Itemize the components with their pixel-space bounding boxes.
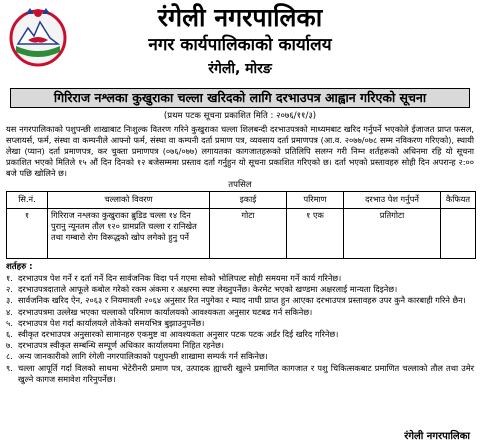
cell-desc: गिरिराज नश्लका कुखुराका ब्रुडिड चल्ला १४ दिन पुरानु न्यूनतम तौल १२० ग्रामप्रति चल्ला र रानिखेत तथा गम्बारो रोग विरूद्धको खोप लगेको हुनु पर्ने [48,209,210,259]
term-text: सार्वजनिक खरिद ऐन, २०६३ र नियमावली २०६४ अनुसार रित नपुगेका र म्याद नाघी प्राप्त हुन आएका दरभाउपत्र प्रस्तावहरु उपर कुनै कारबाही गरिने छैन। [18,295,466,306]
col-header-unit: इकाई [210,192,287,209]
term-text: दरभाउपत्र स्वीकृत सम्बन्धि सम्पूर्ण अधिकार कार्यालयमा निहित रहनेछ। [18,340,224,351]
term-number: ७. [6,340,13,351]
term-text: दरभाउपत्र पेश गर्दा कार्यालयले तोकेको समयभित्र बुझाउनुपर्नेछ। [18,317,205,328]
notice-banner: गिरिराज नश्लका कुखुराका चल्ला खरिदको लागि दरभाउपत्र आह्वान गरिएको सूचना [10,88,470,108]
term-number: ५. [6,317,13,328]
item-table [6,191,476,259]
office-place: रंगेली, मोरङ [208,61,272,77]
cell-qty: १ एक [287,209,344,259]
list-item [6,284,474,295]
table-row [7,209,476,259]
schedule-heading: तपसिल [228,180,252,190]
term-number: २. [6,284,13,295]
table-header-row [7,192,476,209]
term-text: दरभाउपत्रदाताले आफूले कबोल गरेको रकम अंकमा र अक्षरमा स्पष्ट लेख्नुपर्नेछ। केरमेट भएको खण्डमा अक्षरलाई मान्यता दिइनेछ। [18,284,398,295]
col-header-rate: दरभाउ पेश गर्नुपर्ने [344,192,441,209]
term-text: दरभाउपत्रमा उल्लेख भएका चल्लाको परिमाण कार्यालयको आवश्यकता अनुसार घटबढ गर्न सकिनेछ। [18,306,313,317]
signature: रंगेली नगरपालिका [404,431,470,442]
term-number: ४. [6,306,13,317]
published-date: (प्रथम पटक सूचना प्रकाशित मिति : २०७६/११/३) [163,111,317,121]
term-text: चल्ला आपूर्ति गर्दा विलको साथमा भेटेरीनरी प्रमाण पत्र, उत्पादक ह्याचरी खुल्ने प्रमाणित कागजात र पशु चिकित्सकबाट प्रमाणित चल्लाको तौल तथा उमेर खुल्ने कागज समावेश गरिनुपर्नेछ। [18,362,474,384]
cell-sn: १ [7,209,48,259]
cell-remark [441,209,476,259]
term-number: ९. [6,362,13,373]
list-item [6,307,474,318]
list-item [6,318,474,329]
col-header-sn: सि.नं. [7,192,48,209]
col-header-qty: परिमाण [287,192,344,209]
term-number: ३. [6,295,13,306]
list-item [6,340,474,351]
term-text: स्वीकृत दरभाउपत्र अनुसारको सामानहरु एकमुष्ट वा आवश्यकता अनुसार पटक पटक अर्डर दिई खरिद गरिनेछ। [18,329,339,340]
list-item [6,363,474,385]
header [4,2,476,88]
col-header-desc: चल्लाको विवरण [48,192,210,209]
term-number: ८. [6,351,13,362]
term-number: १. [6,273,13,283]
list-item [6,329,474,340]
term-text: अन्य जानकारीको लागि रंगेली नगरपालिकाको पशुपन्छी शाखामा सम्पर्क गर्न सकिनेछ। [18,351,268,362]
office-subtitle: नगर कार्यपालिकाको कार्यालय [148,35,332,55]
terms-list [6,273,474,385]
cell-unit: गोटा [210,209,287,259]
term-number: ६. [6,329,13,340]
col-header-remark: कैफियत [441,192,476,209]
list-item [6,295,474,306]
list-item [6,351,474,362]
office-title: रंगेली नगरपालिका [157,3,323,32]
list-item [6,273,474,284]
cell-rate: प्रतिगोटा [344,209,441,259]
term-text: दरभाउपत्र पेश गर्ने र दर्ता गर्ने दिन सार्वजनिक विदा पर्न गएमा सोको भोलिपल्ट सोही समयमा गर्ने कार्य गरिनेछ। [18,273,342,283]
terms-heading: शर्तहरु : [6,262,33,272]
intro-paragraph: यस नगरपालिकाको पशुपन्छी शाखाबाट निःशुल्क वितरण गरिने कुखुराका चल्ला शिलबन्दी दरभाउपत्रको माध्यमबाट खरिद गर्नुपर्ने भएकोले ईजाजत प्राप्त फसल, सप्लायर्स, फर्म, संस्था वा कम्पनीले आफ्नो फर्म, संस्था वा कम्पनी दर्ता प्रमाण पत्र, व्यवसाय दर्ता प्रमाणपत्र (आ.व. २०७७/०७८ सम्म नविकरण गरिएको), स्थायी लेखा (प्यान) दर्ता प्रमाणपत्र, कर चुक्ता प्रमाणपत्र (०७६/०७७) लगायतका कागजातहरूको प्रतिलिपि सलग्न गरी निम्न शर्तहरूको अधिनमा रहि यो सूचना प्रकाशित भएको मितिले १५ औं दिन दिनको १२ बजेसम्ममा प्रस्ताव दर्ता गर्नुहुन यो सूचना प्रकाशित गरिएको छ। दर्ता भएको प्रस्तावहरु सोही दिन अपरान्ह २:०० बजे पछि खोलिने छ। [6,124,474,178]
